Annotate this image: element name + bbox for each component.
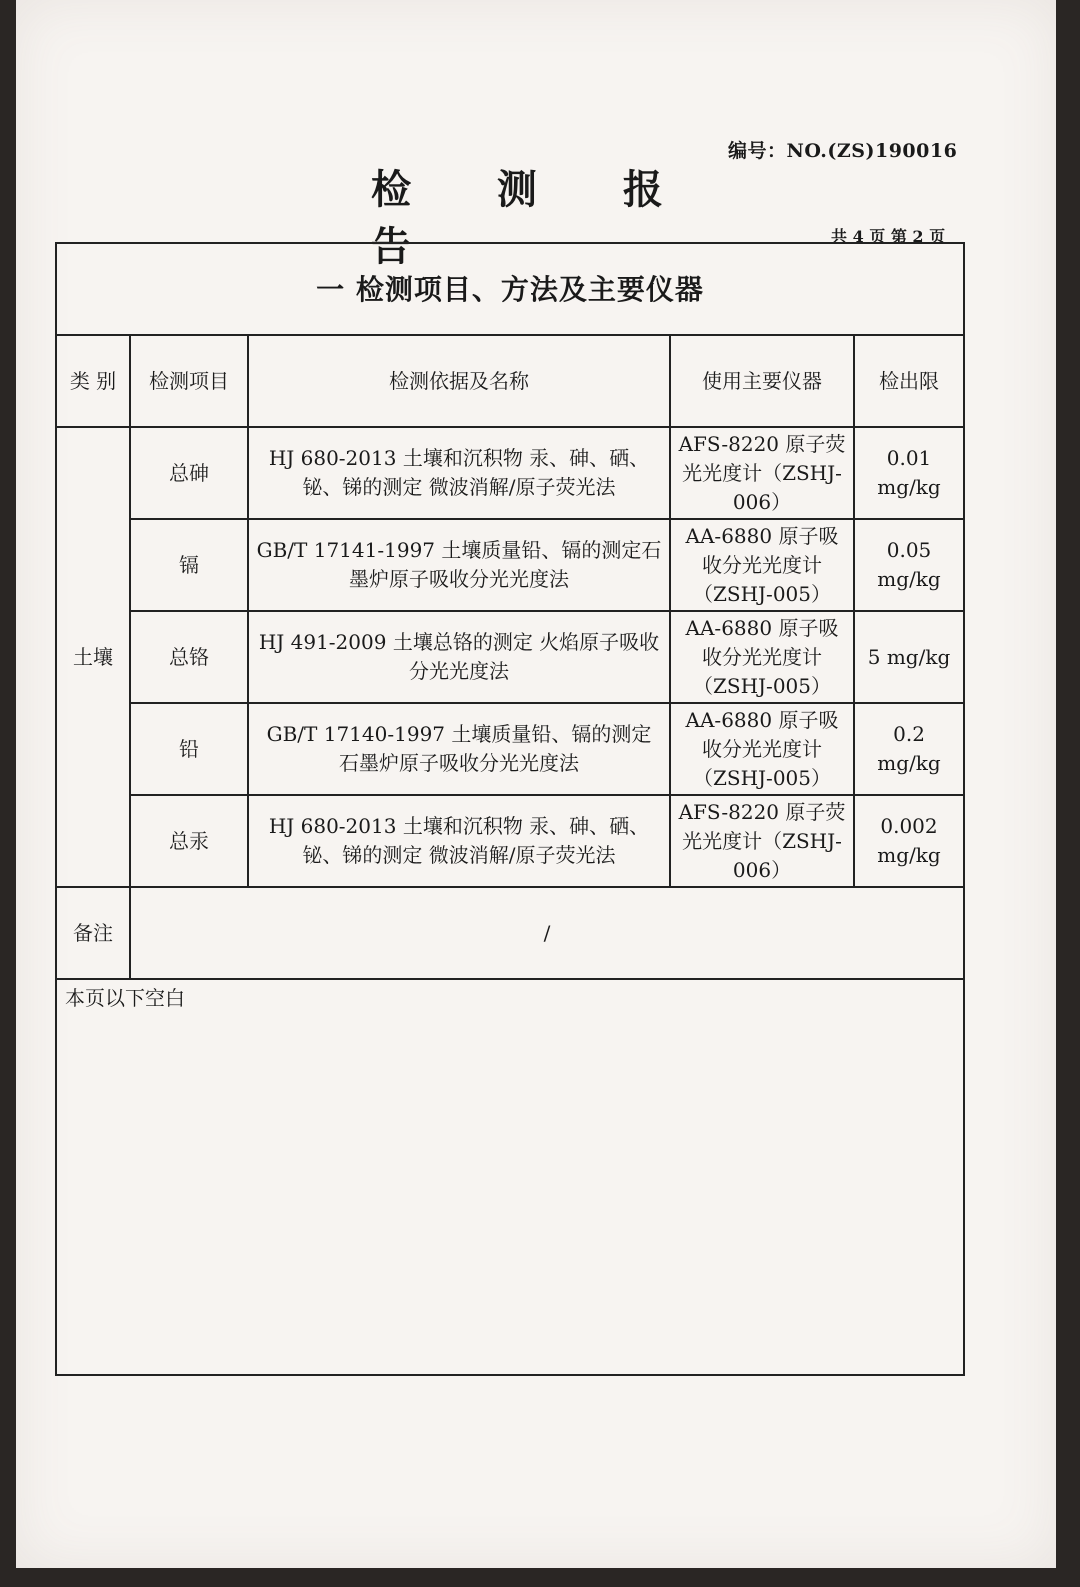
col-header-item: 检测项目 <box>130 335 248 427</box>
section-title: 一 检测项目、方法及主要仪器 <box>56 243 964 335</box>
item-cell: 总铬 <box>130 611 248 703</box>
limit-cell: 0.05 mg/kg <box>854 519 964 611</box>
table-row <box>56 611 964 703</box>
limit-cell: 0.002 mg/kg <box>854 795 964 887</box>
col-header-instrument: 使用主要仪器 <box>670 335 854 427</box>
instrument-cell: AFS-8220 原子荧光光度计（ZSHJ-006） <box>670 795 854 887</box>
test-items-table <box>55 242 965 1376</box>
item-cell: 镉 <box>130 519 248 611</box>
remark-label: 备注 <box>56 887 130 979</box>
col-header-category: 类 别 <box>56 335 130 427</box>
method-cell: HJ 491-2009 土壤总铬的测定 火焰原子吸收分光光度法 <box>248 611 670 703</box>
item-cell: 总汞 <box>130 795 248 887</box>
item-cell: 铅 <box>130 703 248 795</box>
item-cell: 总砷 <box>130 427 248 519</box>
limit-cell: 0.01 mg/kg <box>854 427 964 519</box>
col-header-method: 检测依据及名称 <box>248 335 670 427</box>
table-row <box>56 795 964 887</box>
remark-value: / <box>130 887 964 979</box>
table-row <box>56 427 964 519</box>
col-header-limit: 检出限 <box>854 335 964 427</box>
blank-note: 本页以下空白 <box>56 979 964 1375</box>
report-number: 编号：NO.(ZS)190016 <box>728 140 958 162</box>
limit-cell: 0.2 mg/kg <box>854 703 964 795</box>
instrument-cell: AA-6880 原子吸收分光光度计（ZSHJ-005） <box>670 519 854 611</box>
method-cell: HJ 680-2013 土壤和沉积物 汞、砷、硒、铋、锑的测定 微波消解/原子荧光法 <box>248 427 670 519</box>
category-cell: 土壤 <box>56 427 130 887</box>
instrument-cell: AA-6880 原子吸收分光光度计（ZSHJ-005） <box>670 703 854 795</box>
table-header-row <box>56 335 964 427</box>
remark-row <box>56 887 964 979</box>
instrument-cell: AA-6880 原子吸收分光光度计（ZSHJ-005） <box>670 611 854 703</box>
instrument-cell: AFS-8220 原子荧光光度计（ZSHJ-006） <box>670 427 854 519</box>
method-cell: GB/T 17141-1997 土壤质量铅、镉的测定石墨炉原子吸收分光光度法 <box>248 519 670 611</box>
table-row <box>56 519 964 611</box>
limit-cell: 5 mg/kg <box>854 611 964 703</box>
report-title: 检 测 报 告 <box>371 166 699 270</box>
table-row <box>56 703 964 795</box>
method-cell: GB/T 17140-1997 土壤质量铅、镉的测定 石墨炉原子吸收分光光度法 <box>248 703 670 795</box>
method-cell: HJ 680-2013 土壤和沉积物 汞、砷、硒、铋、锑的测定 微波消解/原子荧光法 <box>248 795 670 887</box>
page-info: 共 4 页 第 2 页 <box>831 227 946 246</box>
